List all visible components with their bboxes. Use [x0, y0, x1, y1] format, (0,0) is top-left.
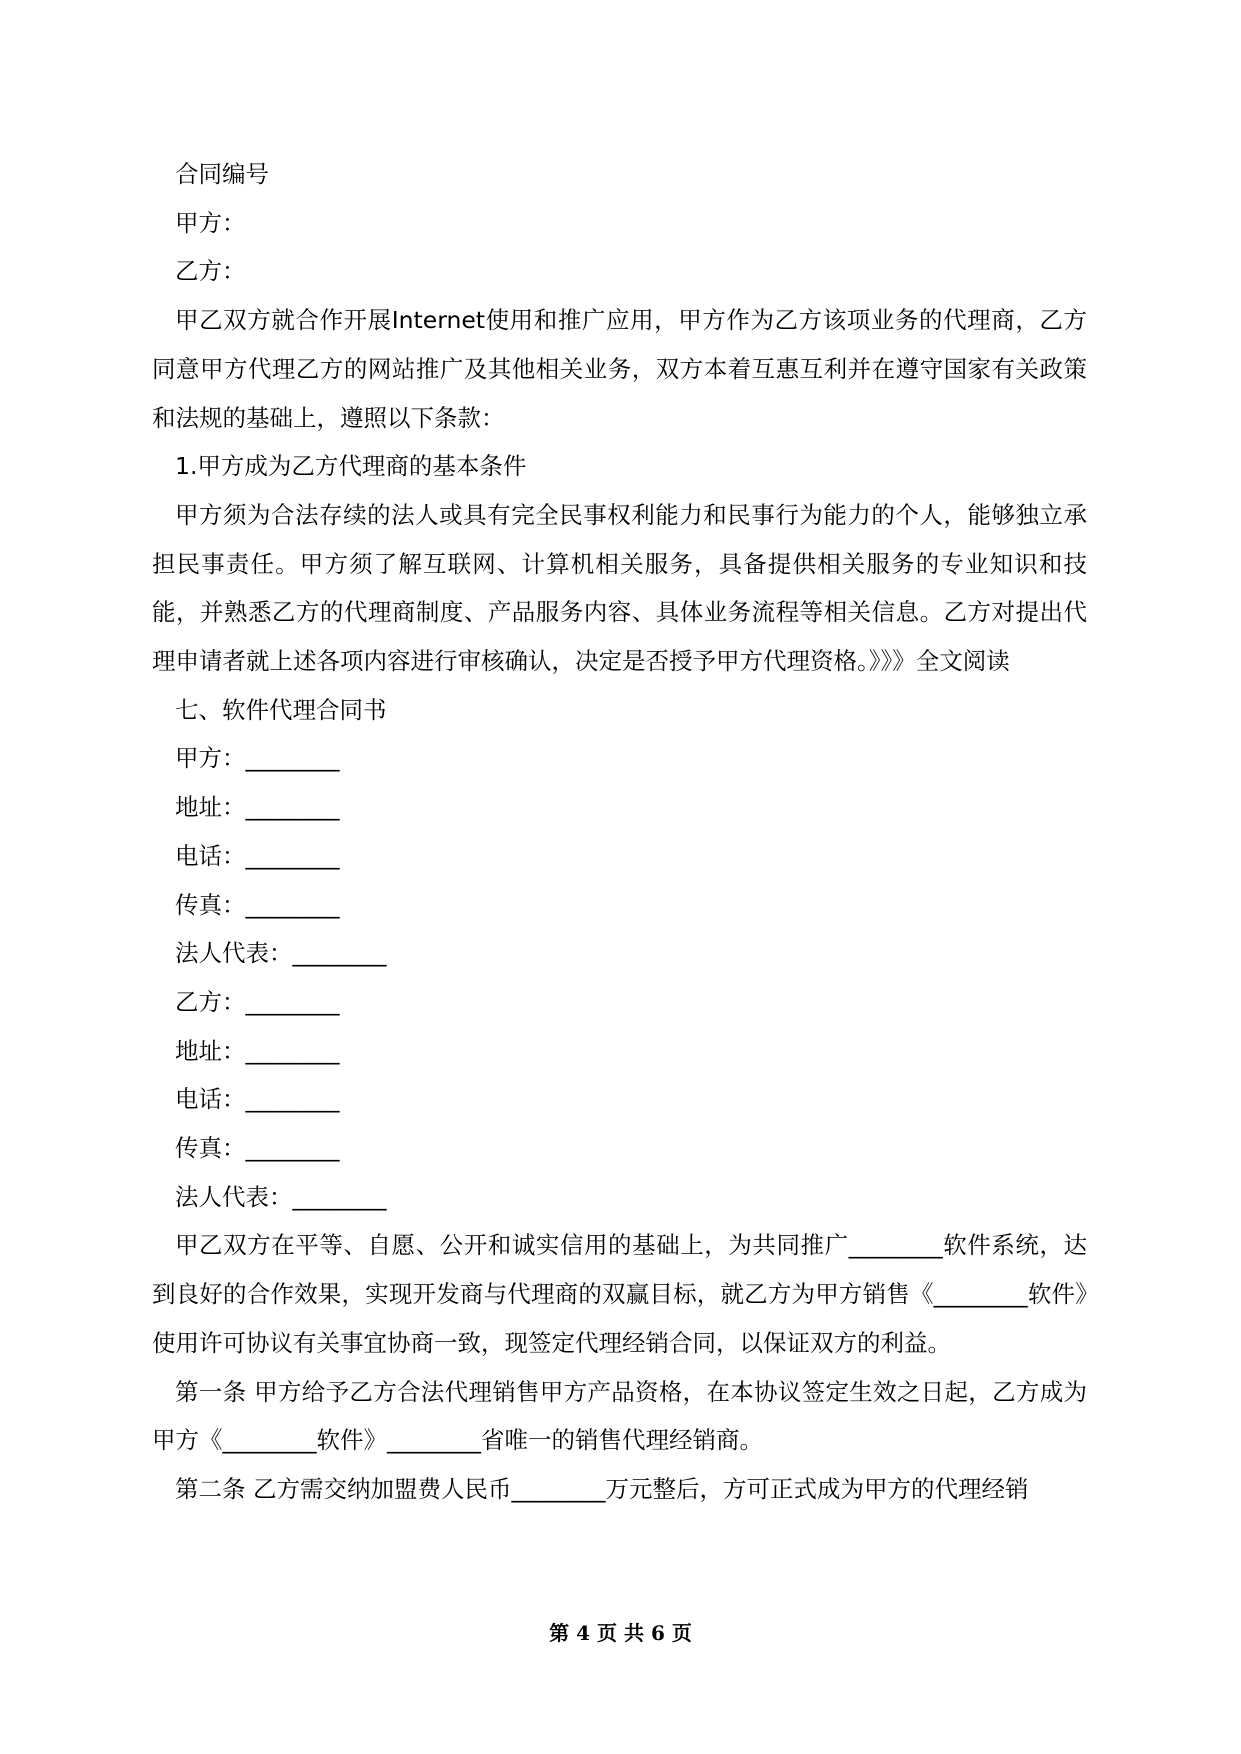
- agreement-purpose-paragraph: 甲乙双方在平等、自愿、公开和诚实信用的基础上，为共同推广________软件系统，达到良好的合作效果，实现开发商与代理商的双赢目标，就乙方为甲方销售《________软件》使用许可协议有关事宜协商一致，现签定代理经销合同，以保证双方的利益。: [152, 1231, 1087, 1357]
- party-b-legal-rep-field: 法人代表：________: [175, 1182, 387, 1211]
- party-a-field: 甲方：________: [175, 744, 340, 773]
- party-a-address-field: 地址：________: [175, 793, 340, 822]
- party-a-legal-rep-field: 法人代表：________: [175, 939, 387, 968]
- party-b-line: 乙方：: [175, 257, 246, 286]
- page-number-footer: 第 4 页 共 6 页: [549, 1621, 692, 1645]
- party-b-phone-field: 电话：________: [175, 1085, 340, 1114]
- party-a-fax-field: 传真：________: [175, 890, 340, 919]
- party-b-field: 乙方：________: [175, 987, 340, 1016]
- party-a-line: 甲方：: [175, 208, 246, 237]
- section-heading-basic-conditions: 1.甲方成为乙方代理商的基本条件: [175, 452, 527, 481]
- party-a-phone-field: 电话：________: [175, 841, 340, 870]
- section-heading-software-contract: 七、软件代理合同书: [175, 695, 387, 724]
- article-two-paragraph: 第二条 乙方需交纳加盟费人民币________万元整后，方可正式成为甲方的代理经销: [175, 1474, 1029, 1503]
- intro-paragraph: 甲乙双方就合作开展Internet使用和推广应用，甲方作为乙方该项业务的代理商，乙方同意甲方代理乙方的网站推广及其他相关业务，双方本着互惠互利并在遵守国家有关政策和法规的基础上，遵照以下条款：: [152, 306, 1087, 432]
- document-body: [152, 150, 1087, 1514]
- party-b-address-field: 地址：________: [175, 1036, 340, 1065]
- article-one-paragraph: 第一条 甲方给予乙方合法代理销售甲方产品资格，在本协议签定生效之日起，乙方成为甲方《________软件》________省唯一的销售代理经销商。: [152, 1377, 1088, 1455]
- party-b-fax-field: 传真：________: [175, 1134, 340, 1163]
- basic-conditions-paragraph: 甲方须为合法存续的法人或具有完全民事权利能力和民事行为能力的个人，能够独立承担民事责任。甲方须了解互联网、计算机相关服务，具备提供相关服务的专业知识和技能，并熟悉乙方的代理商制度、产品服务内容、具体业务流程等相关信息。乙方对提出代理申请者就上述各项内容进行审核确认，决定是否授予甲方代理资格。》》》全文阅读: [152, 500, 1087, 676]
- contract-number-label: 合同编号: [175, 160, 269, 188]
